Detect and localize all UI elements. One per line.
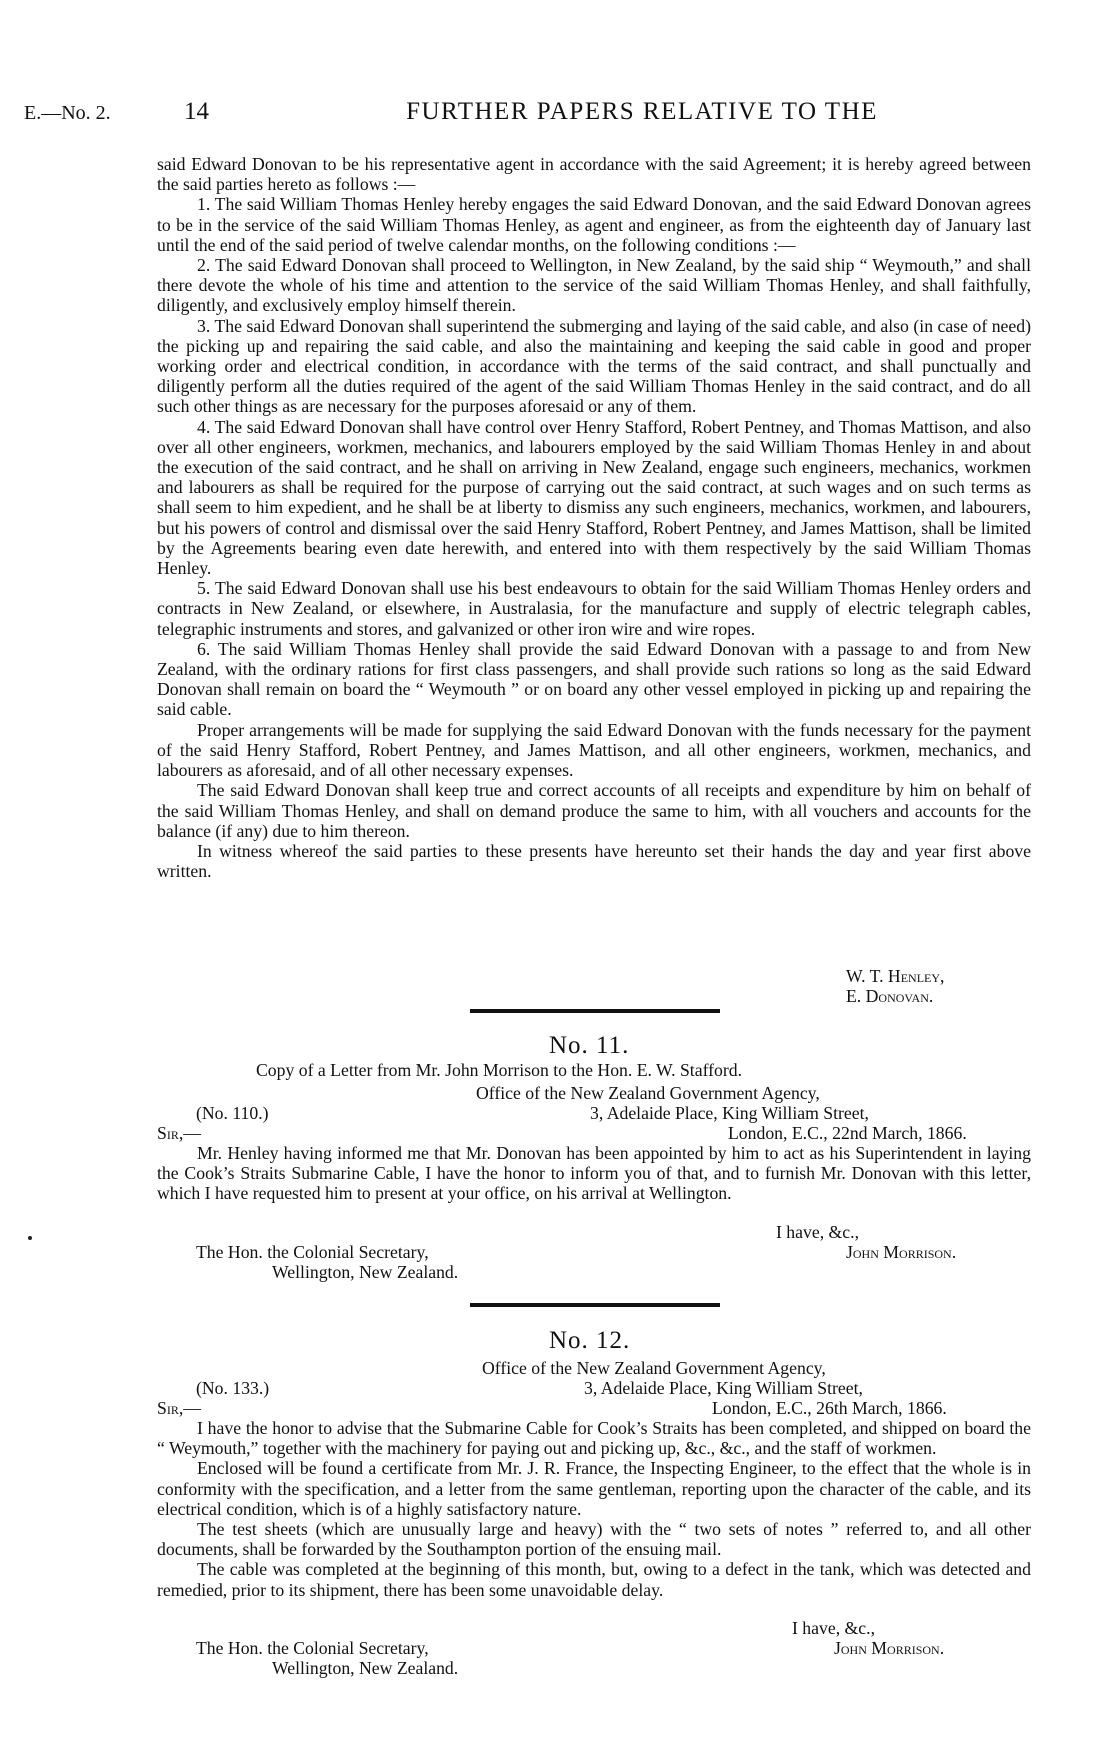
document-caption-no11: Copy of a Letter from Mr. John Morrison to the Hon. E. W. Stafford. bbox=[256, 1060, 743, 1080]
agreement-clause-2: 2. The said Edward Donovan shall proceed to Wellington, in New Zealand, by the said ship “ Weymouth,” and shall there devote the whole of his time and attention to the service of the said William Thomas Henley, and shall faithfully, diligently, and exclusively employ himself therein. bbox=[157, 255, 1031, 316]
letter-paragraph: Enclosed will be found a certificate from Mr. J. R. France, the Inspecting Engineer, to the effect that the whole is in conformity with the specification, and a letter from the same gentleman, reporting upon the character of the cable, and its electrical condition, which is of a highly satisfactory nature. bbox=[157, 1458, 1031, 1519]
agreement-clause-4: 4. The said Edward Donovan shall have control over Henry Stafford, Robert Pentney, and Thomas Mattison, and also over all other engineers, workmen, mechanics, and labourers employed by the said William Thomas Henley in and about the execution of the said contract, and he shall on arriving in New Zealand, engage such engineers, mechanics, workmen and labourers as shall be required for the purpose of carrying out the said contract, at such wages and on such terms as shall seem to him expedient, and he shall be at liberty to dismiss any such engineers, mechanics, workmen, and labourers, but his powers of control and dismissal over the said Henry Stafford, Robert Pentney, and James Mattison, shall be limited by the Agreements bearing even date herewith, and entered into with them respectively by the said William Thomas Henley. bbox=[157, 416, 1031, 579]
agreement-clause-1: 1. The said William Thomas Henley hereby engages the said Edward Donovan, and the said Edward Donovan agrees to be in the service of the said William Thomas Henley, as agent and engineer, as from the eighteenth day of January last until the end of the said period of twelve calendar months, on the following conditions :— bbox=[157, 194, 1031, 255]
salutation: Sir,— bbox=[157, 1123, 201, 1143]
margin-mark bbox=[28, 1236, 32, 1240]
address-line-3: London, E.C., 26th March, 1866. bbox=[712, 1398, 947, 1418]
signature: John Morrison. bbox=[846, 1242, 957, 1262]
letter-body-no11: Mr. Henley having informed me that Mr. Donovan has been appointed by him to act as his Superintendent in laying the Cook’s Straits Submarine Cable, I have the honor to inform you of that, and to furnish Mr. Donovan with this letter, which I have requested him to present at your office, on his arrival at Wellington. bbox=[157, 1143, 1031, 1204]
running-title: FURTHER PAPERS RELATIVE TO THE bbox=[406, 98, 878, 125]
address-line-2: 3, Adelaide Place, King William Street, bbox=[584, 1378, 863, 1398]
address-line-1: Office of the New Zealand Government Agency, bbox=[482, 1358, 826, 1378]
letter-paragraph: The test sheets (which are unusually large and heavy) with the “ two sets of notes ” referred to, and all other documents, shall be forwarded by the Southampton portion of the ensuing mail. bbox=[157, 1519, 1031, 1560]
address-line-1: Office of the New Zealand Government Agency, bbox=[476, 1083, 820, 1103]
signatory-donovan: E. Donovan. bbox=[846, 986, 934, 1006]
agreement-witness: In witness whereof the said parties to these presents have hereunto set their hands the day and year first above written. bbox=[157, 840, 1031, 882]
letter-paragraph: The cable was completed at the beginning of this month, but, owing to a defect in the tank, which was detected and remedied, prior to its shipment, there has been some unavoidable delay. bbox=[157, 1559, 1031, 1600]
address-line-3: London, E.C., 22nd March, 1866. bbox=[728, 1123, 967, 1143]
closing: I have, &c., bbox=[776, 1222, 859, 1242]
agreement-clause-3: 3. The said Edward Donovan shall superintend the submerging and laying of the said cable, and also (in case of need) the picking up and repairing the said cable, and also the maintaining and keeping the said cable in good and proper working order and electrical condition, in accordance with the terms of the said contract, and shall punctually and diligently perform all the duties required of the agent of the said William Thomas Henley in the said contract, and do all such other things as are necessary for the purposes aforesaid or any of them. bbox=[157, 315, 1031, 417]
letter-body-no12 bbox=[157, 1418, 1031, 1600]
agreement-paragraph: said Edward Donovan to be his representative agent in accordance with the said Agreement; it is hereby agreed between the said parties hereto as follows :— bbox=[157, 154, 1031, 195]
section-rule bbox=[470, 1303, 720, 1307]
document-heading-no12: No. 12. bbox=[549, 1327, 631, 1354]
addressee-line-1: The Hon. the Colonial Secretary, bbox=[196, 1638, 429, 1658]
addressee-line-2: Wellington, New Zealand. bbox=[272, 1658, 459, 1678]
addressee-line-1: The Hon. the Colonial Secretary, bbox=[196, 1242, 429, 1262]
closing: I have, &c., bbox=[792, 1618, 875, 1638]
agreement-clause-5: 5. The said Edward Donovan shall use his best endeavours to obtain for the said William Thomas Henley orders and contracts in New Zealand, or elsewhere, in Australasia, for the manufacture and supply of electric telegraph cables, telegraphic instruments and stores, and galvanized or other iron wire and wire ropes. bbox=[157, 578, 1031, 639]
signatory-henley: W. T. Henley, bbox=[846, 966, 945, 986]
salutation: Sir,— bbox=[157, 1398, 201, 1418]
signature: John Morrison. bbox=[834, 1638, 945, 1658]
document-heading-no11: No. 11. bbox=[549, 1032, 630, 1059]
agreement-body bbox=[157, 154, 1031, 881]
address-line-2: 3, Adelaide Place, King William Street, bbox=[590, 1103, 869, 1123]
addressee-line-2: Wellington, New Zealand. bbox=[272, 1262, 459, 1282]
document-reference: E.—No. 2. bbox=[24, 102, 111, 124]
letter-reference: (No. 133.) bbox=[196, 1378, 270, 1398]
agreement-paragraph-accounts: The said Edward Donovan shall keep true and correct accounts of all receipts and expenditure by him on behalf of the said William Thomas Henley, and shall on demand produce the same to him, with all vouchers and accounts for the balance (if any) due to him thereon. bbox=[157, 780, 1031, 841]
running-head bbox=[24, 96, 1090, 136]
section-rule bbox=[470, 1009, 720, 1013]
agreement-paragraph-funds: Proper arrangements will be made for supplying the said Edward Donovan with the funds necessary for the payment of the said Henry Stafford, Robert Pentney, and James Mattison, and all other engineers, workmen, mechanics, and labourers as aforesaid, and of all other necessary expenses. bbox=[157, 719, 1031, 781]
letter-reference: (No. 110.) bbox=[196, 1103, 269, 1123]
letter-paragraph: I have the honor to advise that the Submarine Cable for Cook’s Straits has been completed, and shipped on board the “ Weymouth,” together with the machinery for paying out and picking up, &c., &c., and the staff of workmen. bbox=[157, 1418, 1031, 1459]
page-number: 14 bbox=[184, 98, 209, 125]
agreement-clause-6: 6. The said William Thomas Henley shall provide the said Edward Donovan with a passage to and from New Zealand, with the ordinary rations for first class passengers, and shall provide such rations so long as the said Edward Donovan shall remain on board the “ Weymouth ” or on board any other vessel employed in picking up and repairing the said cable. bbox=[157, 638, 1031, 720]
